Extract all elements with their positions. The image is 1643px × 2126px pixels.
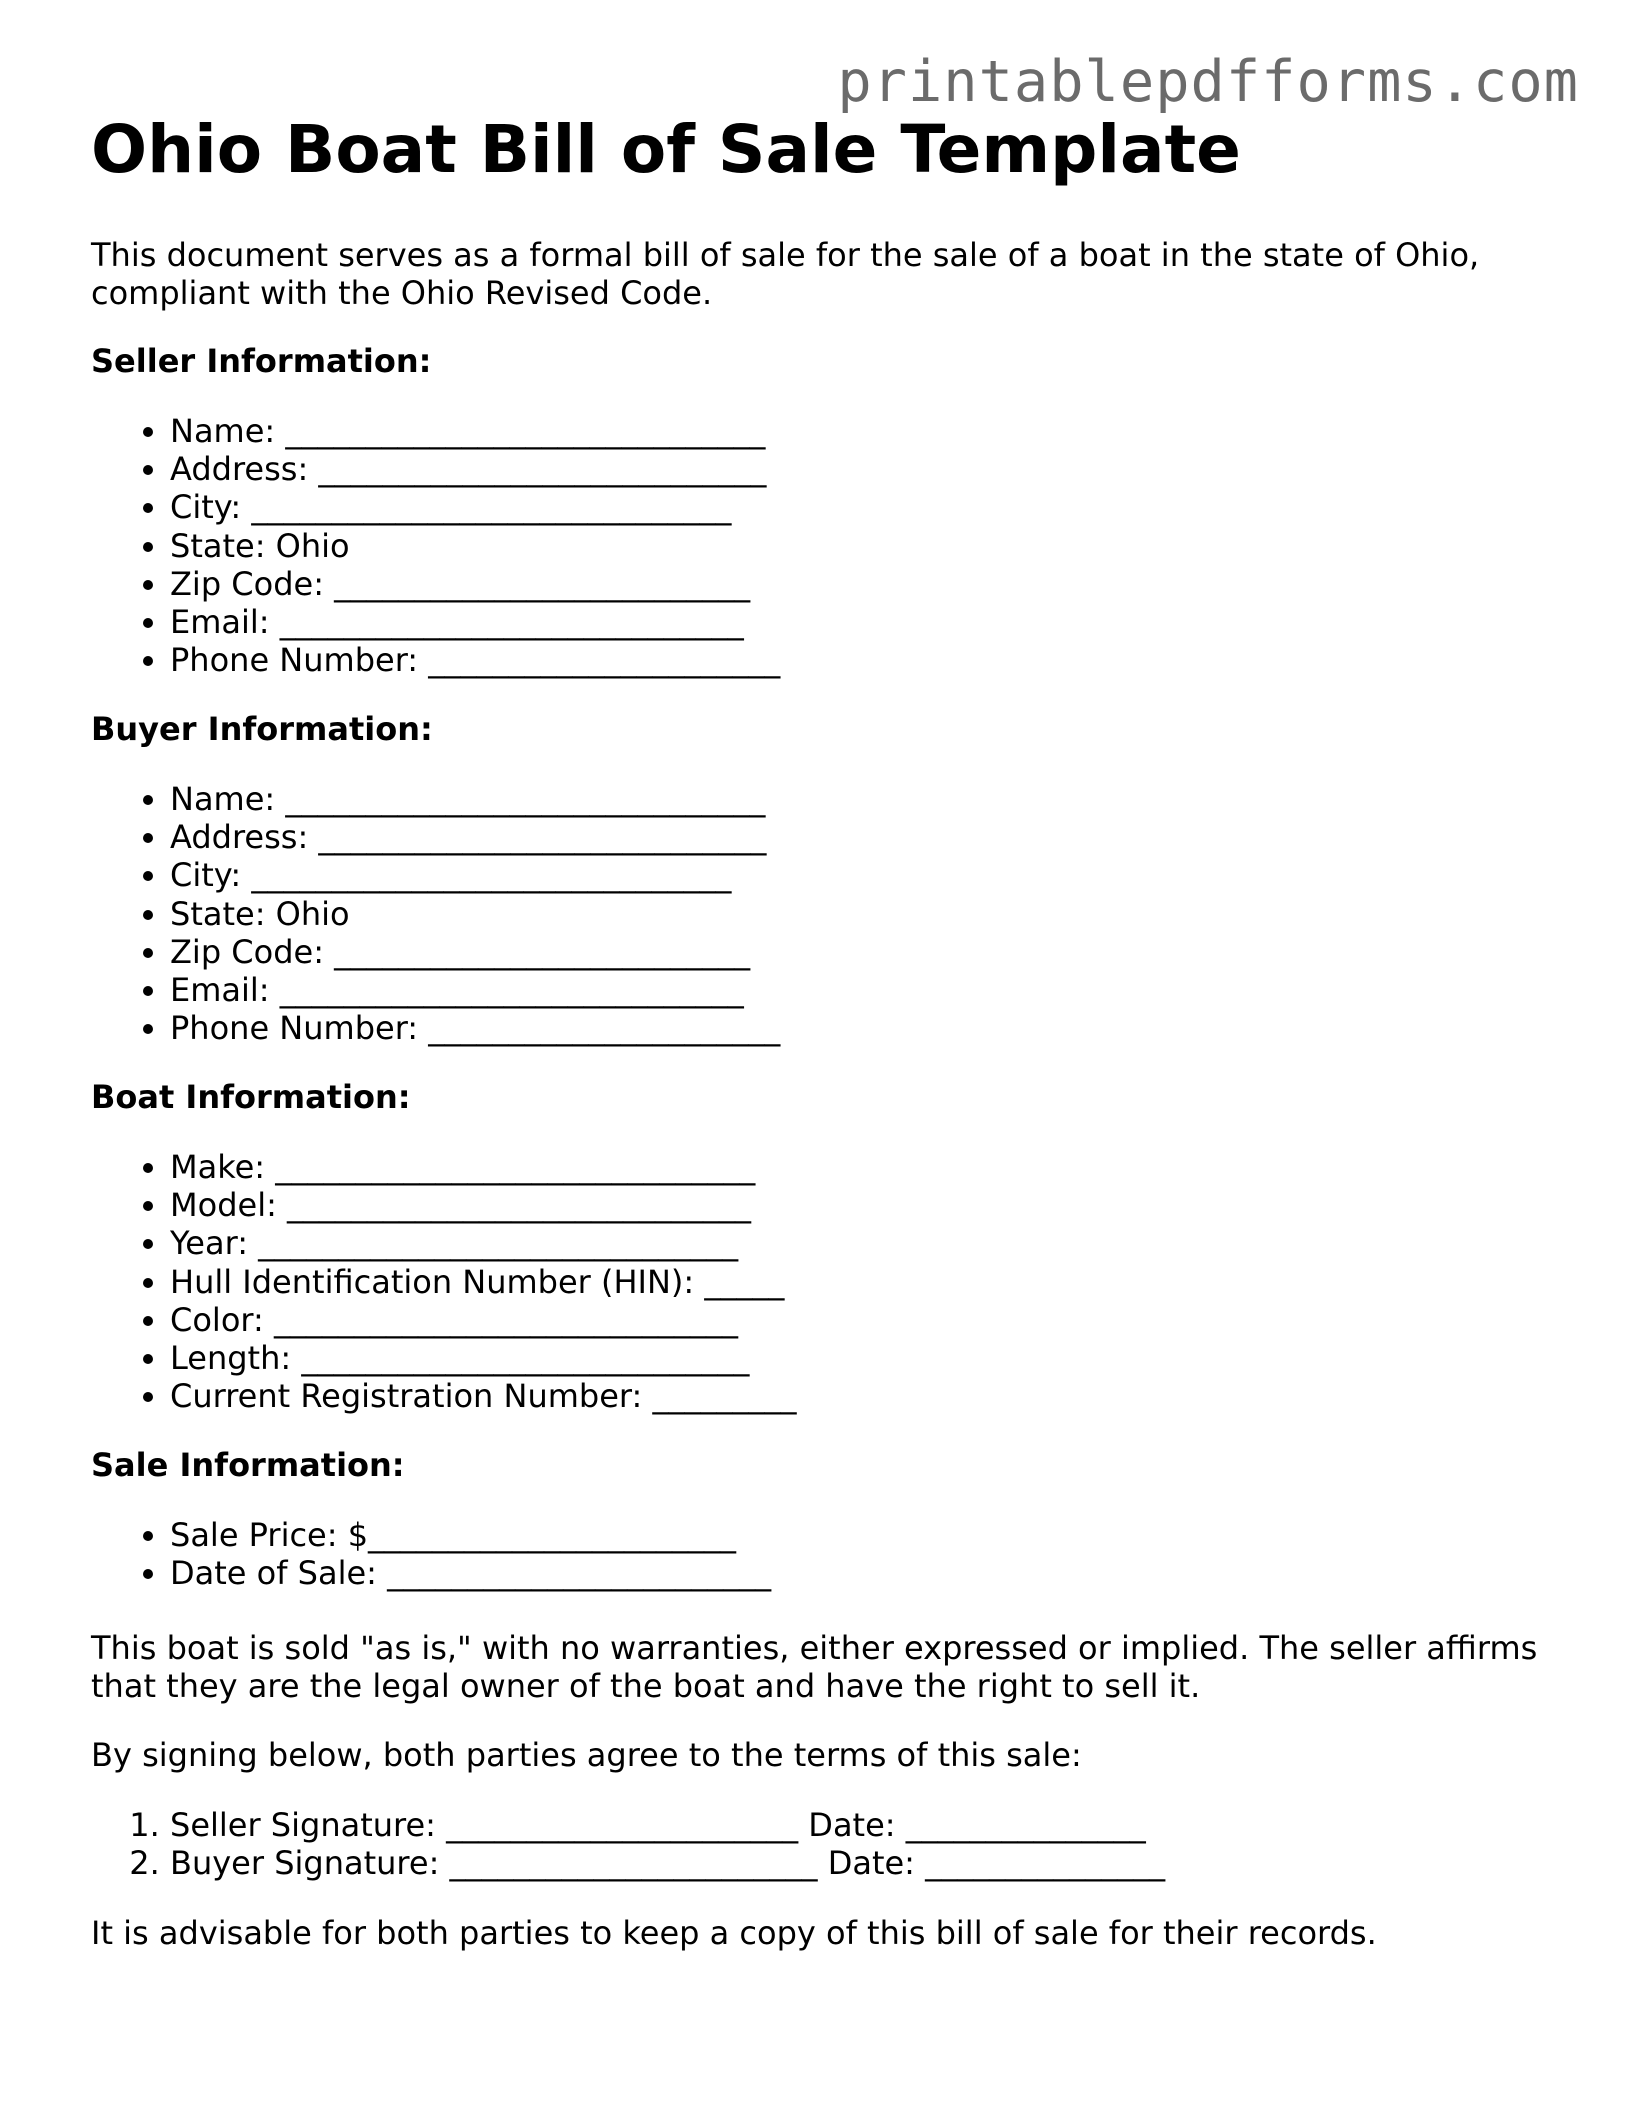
buyer-section xyxy=(91,710,1561,1047)
boat-length-field: • Length: ____________________________ xyxy=(170,1339,1561,1377)
intro-paragraph: This document serves as a formal bill of sale for the sale of a boat in the state of Ohio, compliant with the Ohio Revised Code. xyxy=(91,236,1480,312)
sale-field-list xyxy=(91,1516,1561,1592)
seller-phone-field: • Phone Number: ______________________ xyxy=(170,641,1561,679)
page-title: Ohio Boat Bill of Sale Template xyxy=(91,111,1241,188)
seller-name-field: • Name: ______________________________ xyxy=(170,412,1561,450)
seller-zip-field: • Zip Code: __________________________ xyxy=(170,565,1561,603)
buyer-phone-field: • Phone Number: ______________________ xyxy=(170,1009,1561,1047)
buyer-signature-line: 2. Buyer Signature: _______________________ Date: _______________ xyxy=(170,1844,1165,1882)
watermark: printablepdfforms.com xyxy=(837,49,1579,115)
boat-hin-field: • Hull Identification Number (HIN): _____ xyxy=(170,1263,1561,1301)
buyer-address-field: • Address: ____________________________ xyxy=(170,818,1561,856)
seller-state-field: • State: Ohio xyxy=(170,527,1561,565)
boat-color-field: • Color: _____________________________ xyxy=(170,1301,1561,1339)
seller-field-list xyxy=(91,412,1561,679)
boat-heading: Boat Information: xyxy=(91,1078,411,1116)
buyer-email-field: • Email: _____________________________ xyxy=(170,971,1561,1009)
seller-address-field: • Address: ____________________________ xyxy=(170,450,1561,488)
sale-price-field: • Sale Price: $_______________________ xyxy=(170,1516,1561,1554)
boat-field-list xyxy=(91,1148,1561,1415)
seller-email-field: • Email: _____________________________ xyxy=(170,603,1561,641)
boat-make-field: • Make: ______________________________ xyxy=(170,1148,1561,1186)
boat-model-field: • Model: _____________________________ xyxy=(170,1186,1561,1224)
boat-section xyxy=(91,1078,1561,1415)
buyer-state-field: • State: Ohio xyxy=(170,895,1561,933)
buyer-city-field: • City: ______________________________ xyxy=(170,856,1561,894)
signature-list xyxy=(91,1806,1165,1882)
boat-year-field: • Year: ______________________________ xyxy=(170,1224,1561,1262)
buyer-heading: Buyer Information: xyxy=(91,710,433,748)
agreement-paragraph: By signing below, both parties agree to the terms of this sale: xyxy=(91,1736,1082,1774)
sale-heading: Sale Information: xyxy=(91,1446,405,1484)
seller-city-field: • City: ______________________________ xyxy=(170,488,1561,526)
buyer-zip-field: • Zip Code: __________________________ xyxy=(170,933,1561,971)
seller-signature-line: 1. Seller Signature: ______________________ Date: _______________ xyxy=(170,1806,1165,1844)
sale-section xyxy=(91,1446,1561,1592)
buyer-field-list xyxy=(91,780,1561,1047)
boat-registration-field: • Current Registration Number: _________ xyxy=(170,1377,1561,1415)
closing-paragraph: It is advisable for both parties to keep a copy of this bill of sale for their records. xyxy=(91,1914,1377,1952)
seller-heading: Seller Information: xyxy=(91,342,432,380)
as-is-paragraph: This boat is sold "as is," with no warranties, either expressed or implied. The seller affirms that they are the legal owner of the boat and have the right to sell it. xyxy=(91,1629,1538,1705)
buyer-name-field: • Name: ______________________________ xyxy=(170,780,1561,818)
seller-section xyxy=(91,342,1561,679)
sale-date-field: • Date of Sale: ________________________ xyxy=(170,1554,1561,1592)
